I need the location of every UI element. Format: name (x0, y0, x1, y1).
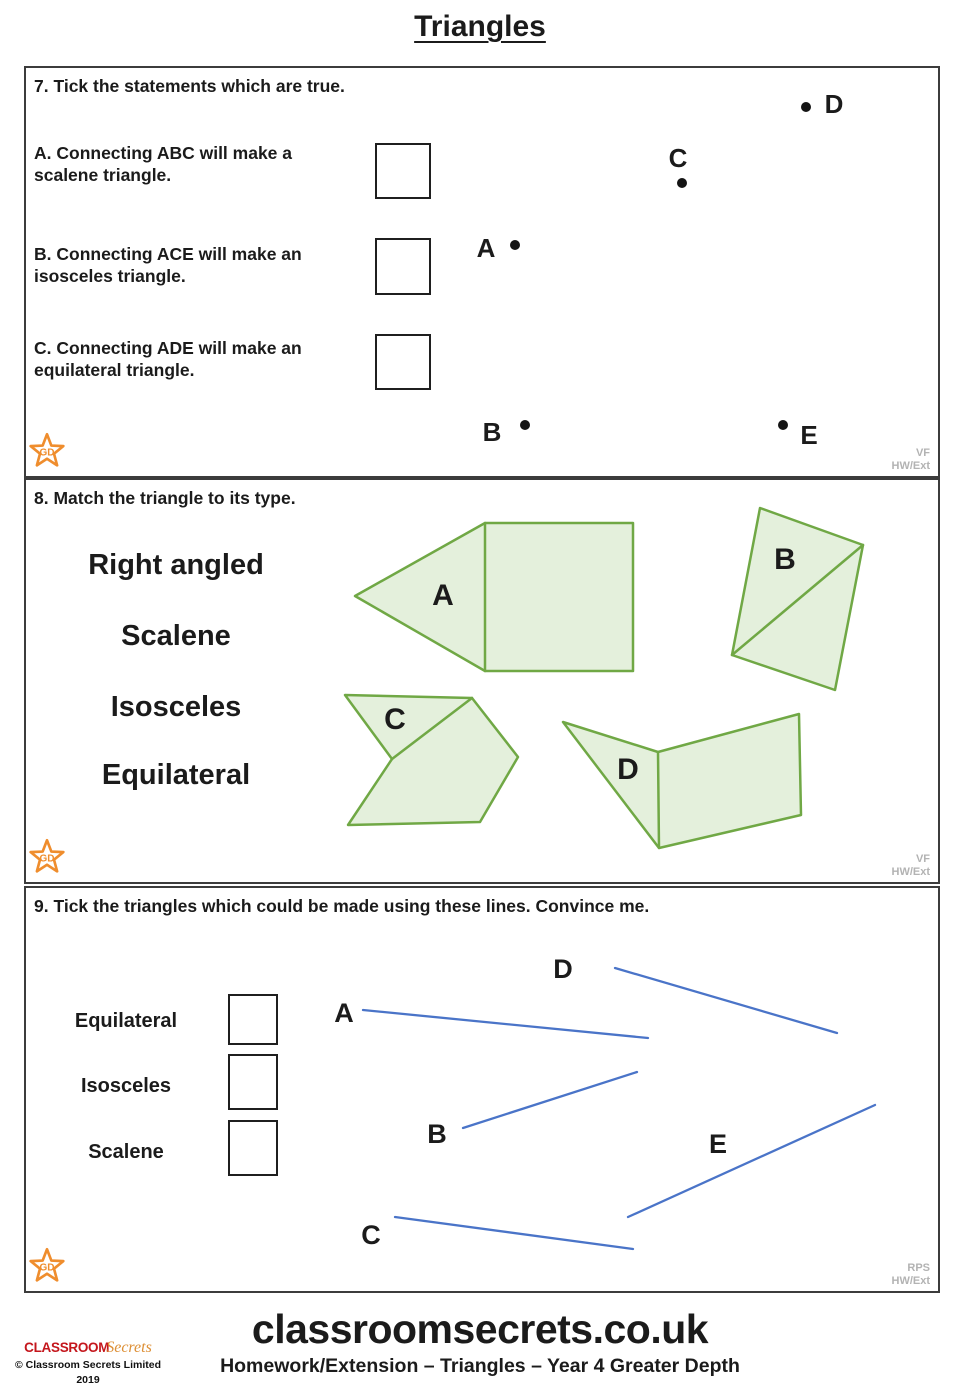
q7-statement-c-line2: equilateral triangle. (34, 360, 195, 380)
q7-statement-c-line1: C. Connecting ADE will make an (34, 338, 302, 358)
q7-checkbox-c[interactable] (375, 334, 431, 390)
q9-checkbox-scalene[interactable] (228, 1120, 278, 1176)
copyright-text: © Classroom Secrets Limited 2019 (14, 1359, 162, 1386)
shape-a-outline (355, 523, 633, 671)
line-a-label: A (334, 998, 354, 1028)
q7-statement-b-line1: B. Connecting ACE will make an (34, 244, 302, 264)
footer-subtitle: Homework/Extension – Triangles – Year 4 Greater Depth (220, 1355, 740, 1377)
point-d-label: D (824, 89, 844, 119)
q7-statement-a (34, 142, 374, 186)
q7-tag-line1: VF (915, 447, 930, 459)
point-b-dot (520, 420, 530, 430)
point-e-dot (778, 420, 788, 430)
q8-type-equilateral: Equilateral (101, 759, 251, 791)
question-8-box (24, 478, 940, 884)
logo-classroom-text: CLASSROOM (24, 1340, 110, 1355)
point-d-dot (801, 102, 811, 112)
question-7-box (24, 66, 940, 478)
q8-shapes-figure (26, 480, 938, 882)
point-a-dot (510, 240, 520, 250)
q8-type-isosceles: Isosceles (110, 691, 242, 723)
star-gd-text: GD (39, 853, 55, 865)
q8-type-right-angled: Right angled (88, 549, 264, 581)
q9-header: 9. Tick the triangles which could be made using these lines. Convince me. (34, 896, 650, 916)
point-b-label: B (482, 417, 502, 447)
shape-d-outline (563, 714, 801, 848)
q9-tag-line2: HW/Ext (891, 1275, 930, 1287)
point-a-label: A (476, 233, 496, 263)
q9-checkbox-equilateral[interactable] (228, 994, 278, 1045)
line-b (463, 1072, 637, 1128)
q9-tag-line1: RPS (907, 1262, 930, 1274)
q7-statement-b (34, 243, 374, 287)
q7-tag-line2: HW/Ext (891, 460, 930, 472)
q8-header: 8. Match the triangle to its type. (34, 488, 296, 508)
q7-checkbox-a[interactable] (375, 143, 431, 199)
q7-statement-b-line2: isosceles triangle. (34, 266, 186, 286)
q7-checkbox-b[interactable] (375, 238, 431, 295)
shape-c-outline (345, 695, 518, 825)
q7-statement-c (34, 337, 374, 381)
star-gd-text: GD (39, 447, 55, 459)
shape-d-label: D (617, 753, 639, 786)
page-title: Triangles (414, 10, 546, 43)
line-c-label: C (361, 1220, 381, 1250)
greater-depth-star-icon (28, 1247, 66, 1287)
shape-d-fold-line (658, 752, 659, 848)
line-c (395, 1217, 633, 1249)
line-e (628, 1105, 875, 1217)
line-d (615, 968, 837, 1033)
q7-statement-a-line2: scalene triangle. (34, 165, 172, 185)
line-e-label: E (708, 1129, 728, 1159)
q7-header: 7. Tick the statements which are true. (34, 76, 345, 96)
q9-option-scalene: Scalene (88, 1141, 164, 1163)
question-9-box (24, 886, 940, 1293)
q9-checkbox-isosceles[interactable] (228, 1054, 278, 1110)
shape-c-label: C (384, 703, 406, 736)
q8-type-scalene: Scalene (121, 620, 231, 652)
q8-corner-tag (892, 853, 931, 879)
greater-depth-star-icon (28, 838, 66, 878)
logo-secrets-text: Secrets (106, 1339, 152, 1356)
q8-tag-line1: VF (915, 853, 930, 865)
point-e-label: E (800, 420, 818, 450)
point-c-dot (677, 178, 687, 188)
footer-website-url: classroomsecrets.co.uk (251, 1306, 709, 1352)
line-a (363, 1010, 648, 1038)
shape-b-label: B (774, 543, 796, 576)
q9-option-equilateral: Equilateral (74, 1010, 178, 1032)
shape-a-label: A (432, 579, 454, 612)
q7-statement-a-line1: A. Connecting ABC will make a (34, 143, 293, 163)
line-b-label: B (427, 1119, 447, 1149)
point-c-label: C (668, 143, 688, 173)
q9-corner-tag (892, 1262, 931, 1288)
line-d-label: D (553, 954, 573, 984)
greater-depth-star-icon (28, 432, 66, 472)
q7-corner-tag (892, 447, 931, 473)
q9-option-isosceles: Isosceles (80, 1075, 172, 1097)
star-gd-text: GD (39, 1262, 55, 1274)
q8-tag-line2: HW/Ext (891, 866, 930, 878)
